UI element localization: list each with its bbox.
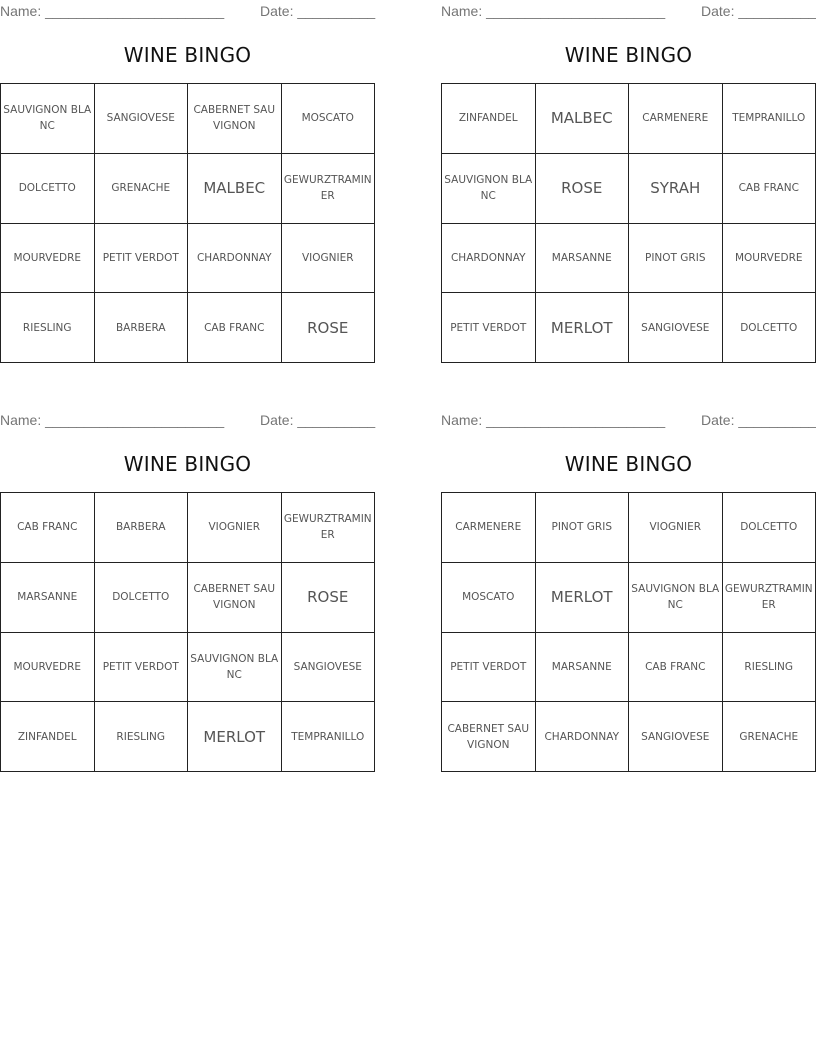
bingo-cell: MARSANNE — [536, 224, 630, 294]
bingo-cell: CARMENERE — [442, 493, 536, 563]
date-line: Date: __________ — [260, 412, 376, 428]
bingo-cell: GEWURZTRAMINER — [723, 563, 816, 633]
bingo-cell: RIESLING — [1, 293, 95, 363]
name-line: Name: _______________________ — [441, 412, 666, 428]
bingo-cell: TEMPRANILLO — [723, 84, 816, 154]
bingo-cell: SYRAH — [629, 154, 723, 224]
name-line: Name: _______________________ — [0, 3, 225, 19]
bingo-card — [0, 409, 376, 746]
bingo-cell: PETIT VERDOT — [442, 633, 536, 703]
bingo-grid — [0, 83, 375, 363]
bingo-cell: MALBEC — [188, 154, 282, 224]
bingo-cell: DOLCETTO — [723, 493, 816, 563]
bingo-cell: SAUVIGNON BLANC — [188, 633, 282, 703]
bingo-cell: ROSE — [282, 293, 376, 363]
bingo-cell: SANGIOVESE — [629, 293, 723, 363]
bingo-cell: SAUVIGNON BLANC — [442, 154, 536, 224]
bingo-cell: CABERNET SAUVIGNON — [442, 702, 536, 772]
bingo-cell: CHARDONNAY — [536, 702, 630, 772]
bingo-cell: ZINFANDEL — [442, 84, 536, 154]
bingo-cell: VIOGNIER — [629, 493, 723, 563]
bingo-cell: MERLOT — [536, 293, 630, 363]
card-title: WINE BINGO — [564, 43, 693, 67]
bingo-cell: GEWURZTRAMINER — [282, 493, 376, 563]
bingo-cell: RIESLING — [95, 702, 189, 772]
bingo-cell: CAB FRANC — [723, 154, 816, 224]
bingo-cell: SAUVIGNON BLANC — [1, 84, 95, 154]
bingo-cell: CABERNET SAUVIGNON — [188, 563, 282, 633]
bingo-cell: MOURVEDRE — [1, 224, 95, 294]
card-title: WINE BINGO — [564, 452, 693, 476]
bingo-cell: SANGIOVESE — [282, 633, 376, 703]
bingo-cell: MARSANNE — [536, 633, 630, 703]
bingo-cell: CHARDONNAY — [442, 224, 536, 294]
bingo-cell: VIOGNIER — [282, 224, 376, 294]
bingo-cell: CAB FRANC — [629, 633, 723, 703]
date-line: Date: __________ — [260, 3, 376, 19]
bingo-cell: CARMENERE — [629, 84, 723, 154]
bingo-cell: PINOT GRIS — [536, 493, 630, 563]
bingo-cell: BARBERA — [95, 293, 189, 363]
bingo-cell: GRENACHE — [723, 702, 816, 772]
bingo-card — [441, 409, 816, 751]
bingo-cell: TEMPRANILLO — [282, 702, 376, 772]
bingo-cell: MOSCATO — [442, 563, 536, 633]
bingo-cell: PETIT VERDOT — [442, 293, 536, 363]
card-title: WINE BINGO — [123, 43, 252, 67]
bingo-cell: DOLCETTO — [95, 563, 189, 633]
bingo-cell: CAB FRANC — [188, 293, 282, 363]
bingo-cell: SANGIOVESE — [629, 702, 723, 772]
bingo-cell: SANGIOVESE — [95, 84, 189, 154]
bingo-grid — [441, 492, 816, 772]
date-line: Date: __________ — [701, 3, 816, 19]
bingo-cell: MERLOT — [536, 563, 630, 633]
bingo-card — [0, 0, 376, 337]
bingo-card — [441, 0, 816, 337]
bingo-cell: VIOGNIER — [188, 493, 282, 563]
date-line: Date: __________ — [701, 412, 816, 428]
bingo-cell: DOLCETTO — [1, 154, 95, 224]
bingo-cell: MOURVEDRE — [723, 224, 816, 294]
bingo-grid — [441, 83, 816, 363]
bingo-cell: BARBERA — [95, 493, 189, 563]
bingo-cell: CABERNET SAUVIGNON — [188, 84, 282, 154]
bingo-cell: MOSCATO — [282, 84, 376, 154]
name-line: Name: _______________________ — [0, 412, 225, 428]
bingo-cell: PETIT VERDOT — [95, 224, 189, 294]
bingo-cell: PETIT VERDOT — [95, 633, 189, 703]
card-title: WINE BINGO — [123, 452, 252, 476]
bingo-cell: DOLCETTO — [723, 293, 816, 363]
bingo-grid — [0, 492, 375, 772]
bingo-cell: MALBEC — [536, 84, 630, 154]
bingo-cell: CHARDONNAY — [188, 224, 282, 294]
bingo-cell: MARSANNE — [1, 563, 95, 633]
bingo-cell: SAUVIGNON BLANC — [629, 563, 723, 633]
bingo-cell: MERLOT — [188, 702, 282, 772]
bingo-cell: CAB FRANC — [1, 493, 95, 563]
bingo-cell: MOURVEDRE — [1, 633, 95, 703]
bingo-cell: ZINFANDEL — [1, 702, 95, 772]
bingo-cell: GEWURZTRAMINER — [282, 154, 376, 224]
bingo-cell: ROSE — [536, 154, 630, 224]
bingo-cell: ROSE — [282, 563, 376, 633]
bingo-cell: GRENACHE — [95, 154, 189, 224]
bingo-cell: PINOT GRIS — [629, 224, 723, 294]
bingo-cell: RIESLING — [723, 633, 816, 703]
name-line: Name: _______________________ — [441, 3, 666, 19]
